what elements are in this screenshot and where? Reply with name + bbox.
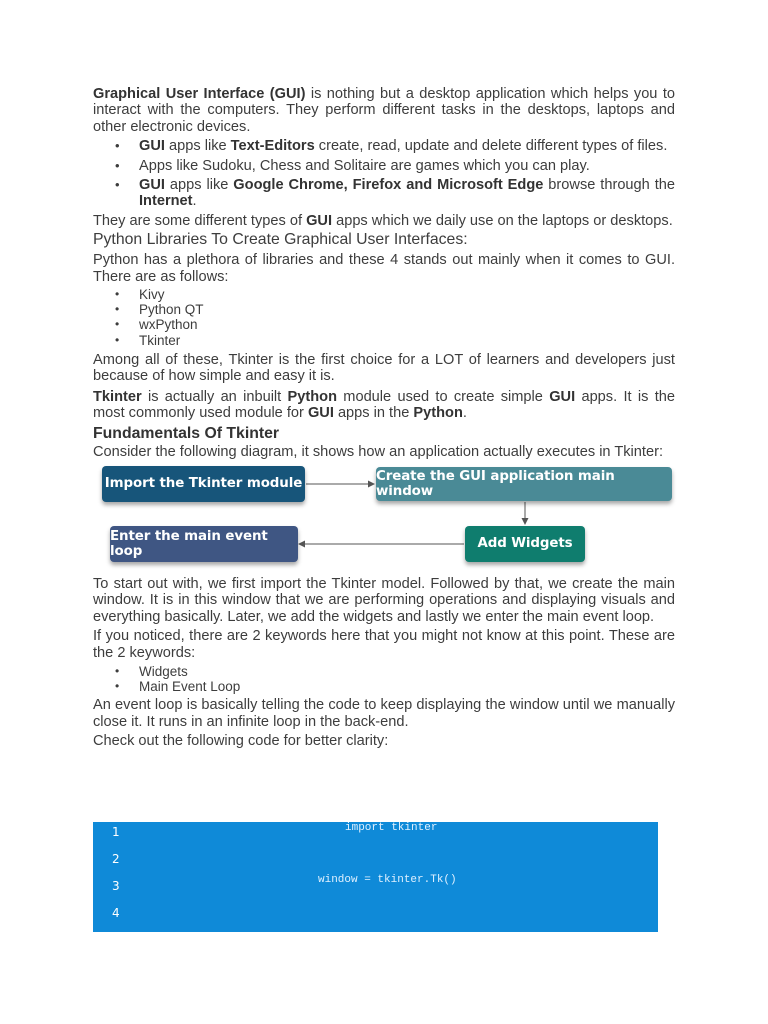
- line-number: 1: [112, 825, 120, 839]
- list-item: • GUI apps like Text-Editors create, read, update and delete different types of files.: [93, 138, 675, 154]
- create-main-window-box: Create the GUI application main window: [376, 467, 672, 501]
- intro-paragraph: Graphical User Interface (GUI) is nothing but a desktop application which helps you to interact with the computers. They perform different tasks in the desktops, laptops and other electronic devices.: [93, 86, 675, 135]
- list-item: • Apps like Sudoku, Chess and Solitaire are games which you can play.: [93, 158, 675, 174]
- list-item: • Kivy: [93, 287, 675, 302]
- list-item: • Tkinter: [93, 333, 675, 348]
- code-block: [93, 822, 658, 932]
- intro-term: Graphical User Interface (GUI): [93, 86, 306, 102]
- list-item: • Main Event Loop: [93, 679, 675, 694]
- libraries-heading: Python Libraries To Create Graphical User Interfaces:: [93, 231, 468, 249]
- line-number: 4: [112, 906, 120, 920]
- event-loop-box: Enter the main event loop: [110, 526, 298, 562]
- libraries-list: [93, 287, 675, 348]
- line-number: 2: [112, 852, 120, 866]
- list-item: • Python QT: [93, 302, 675, 317]
- start-paragraph: To start out with, we first import the Tkinter model. Followed by that, we create the main window. It is in this window that we are performing operations and displaying visuals and everything basically. Later, we add the widgets and lastly we enter the main event loop.: [93, 575, 675, 625]
- keywords-list: [93, 664, 675, 694]
- list-item: • wxPython: [93, 317, 675, 332]
- code-line: import tkinter: [345, 822, 438, 834]
- diagram-intro: Consider the following diagram, it shows how an application actually executes in Tkinter:: [93, 443, 663, 460]
- tkinter-flow-diagram: [93, 466, 675, 570]
- line-number: 3: [112, 879, 120, 893]
- gui-apps-list: [93, 138, 675, 210]
- code-line: window = tkinter.Tk(): [318, 874, 457, 886]
- import-module-box: Import the Tkinter module: [102, 466, 305, 502]
- code-intro: Check out the following code for better clarity:: [93, 733, 389, 750]
- libraries-intro: Python has a plethora of libraries and these 4 stands out mainly when it comes to GUI. There are as follows:: [93, 252, 675, 285]
- fundamentals-heading: Fundamentals Of Tkinter: [93, 424, 280, 442]
- tkinter-paragraph: Tkinter is actually an inbuilt Python module used to create simple GUI apps. It is the most commonly used module for GUI apps in the Python.: [93, 388, 675, 422]
- add-widgets-box: Add Widgets: [465, 526, 585, 562]
- keywords-intro: If you noticed, there are 2 keywords here that you might not know at this point. These are the 2 keywords:: [93, 628, 675, 661]
- event-loop-paragraph: An event loop is basically telling the code to keep displaying the window until we manually close it. It runs in an infinite loop in the back-end.: [93, 697, 675, 730]
- choice-paragraph: Among all of these, Tkinter is the first choice for a LOT of learners and developers just because of how simple and easy it is.: [93, 351, 675, 385]
- list-item: • Widgets: [93, 664, 675, 679]
- list-item: • GUI apps like Google Chrome, Firefox and Microsoft Edge browse through the Internet.: [93, 177, 675, 210]
- article: [93, 86, 675, 750]
- types-paragraph: They are some different types of GUI apps which we daily use on the laptops or desktops.: [93, 212, 673, 229]
